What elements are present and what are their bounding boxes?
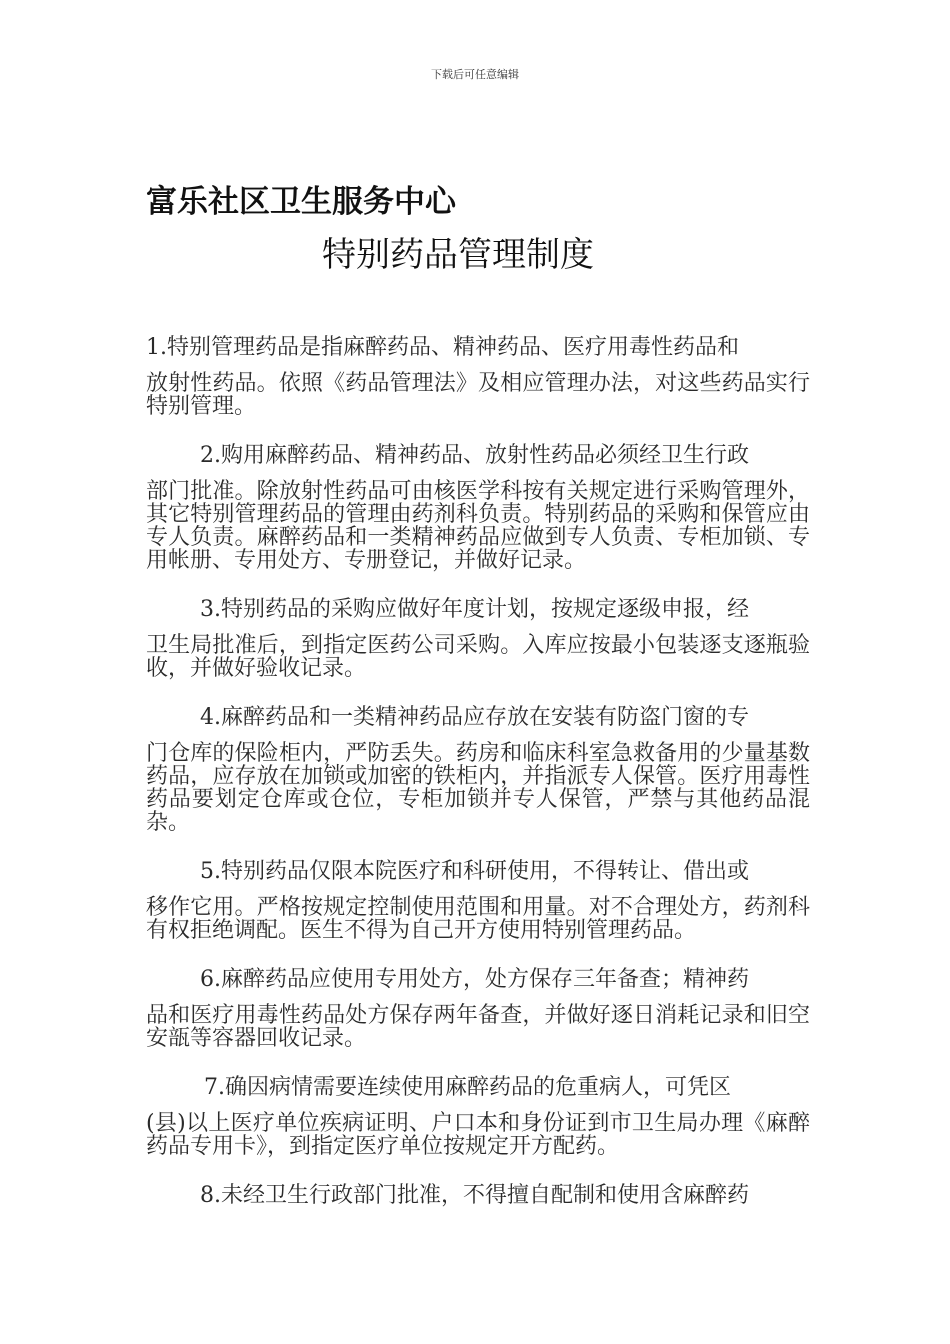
paragraph-text: 品和医疗用毒性药品处方保存两年备查，并做好逐日消耗记录和旧空安瓿等容器回收记录。 <box>146 1003 810 1051</box>
paragraph-first-line: 6.麻醉药品应使用专用处方，处方保存三年备查；精神药 <box>200 967 749 992</box>
paragraph-first-line: 7.确因病情需要连续使用麻醉药品的危重病人，可凭区 <box>204 1075 731 1100</box>
paragraph-6 <box>146 966 810 1050</box>
organization-title: 富乐社区卫生服务中心 <box>146 184 456 220</box>
paragraph-first-line: 2.购用麻醉药品、精神药品、放射性药品必须经卫生行政 <box>200 443 749 468</box>
paragraph-text: (县)以上医疗单位疾病证明、户口本和身份证到市卫生局办理《麻醉药品专用卡》，到指定医疗单位按规定开方配药。 <box>146 1111 810 1159</box>
paragraph-3 <box>146 596 810 680</box>
paragraph-text: 移作它用。严格按规定控制使用范围和用量。对不合理处方，药剂科有权拒绝调配。医生不得为自己开方使用特别管理药品。 <box>146 895 810 943</box>
paragraph-5 <box>146 858 810 942</box>
paragraph-first-line: 1.特别管理药品是指麻醉药品、精神药品、医疗用毒性药品和 <box>146 335 739 360</box>
paragraph-8 <box>146 1182 810 1210</box>
paragraph-text: 部门批准。除放射性药品可由核医学科按有关规定进行采购管理外，其它特别管理药品的管理由药剂科负责。特别药品的采购和保管应由专人负责。麻醉药品和一类精神药品应做到专人负责、专柜加锁、专用帐册、专用处方、专册登记，并做好记录。 <box>146 479 810 573</box>
document-title: 特别药品管理制度 <box>322 235 594 275</box>
paragraph-text: 卫生局批准后，到指定医药公司采购。入库应按最小包装逐支逐瓶验收，并做好验收记录。 <box>146 633 810 681</box>
paragraph-7 <box>146 1074 810 1158</box>
paragraph-first-line: 4.麻醉药品和一类精神药品应存放在安装有防盗门窗的专 <box>200 705 749 730</box>
paragraph-text: 门仓库的保险柜内，严防丢失。药房和临床科室急救备用的少量基数药品，应存放在加锁或加密的铁柜内，并指派专人保管。医疗用毒性药品要划定仓库或仓位，专柜加锁并专人保管，严禁与其他药品混杂。 <box>146 741 810 835</box>
paragraph-first-line: 8.未经卫生行政部门批准，不得擅自配制和使用含麻醉药 <box>200 1183 749 1208</box>
paragraph-2 <box>146 442 810 572</box>
paragraph-text: 放射性药品。依照《药品管理法》及相应管理办法，对这些药品实行特别管理。 <box>146 371 810 419</box>
paragraph-first-line: 5.特别药品仅限本院医疗和科研使用，不得转让、借出或 <box>200 859 749 884</box>
paragraph-4 <box>146 704 810 834</box>
header-note: 下载后可任意编辑 <box>431 68 519 81</box>
paragraph-first-line: 3.特别药品的采购应做好年度计划，按规定逐级申报，经 <box>200 597 749 622</box>
paragraph-1 <box>146 334 810 418</box>
document-body <box>146 334 810 1234</box>
